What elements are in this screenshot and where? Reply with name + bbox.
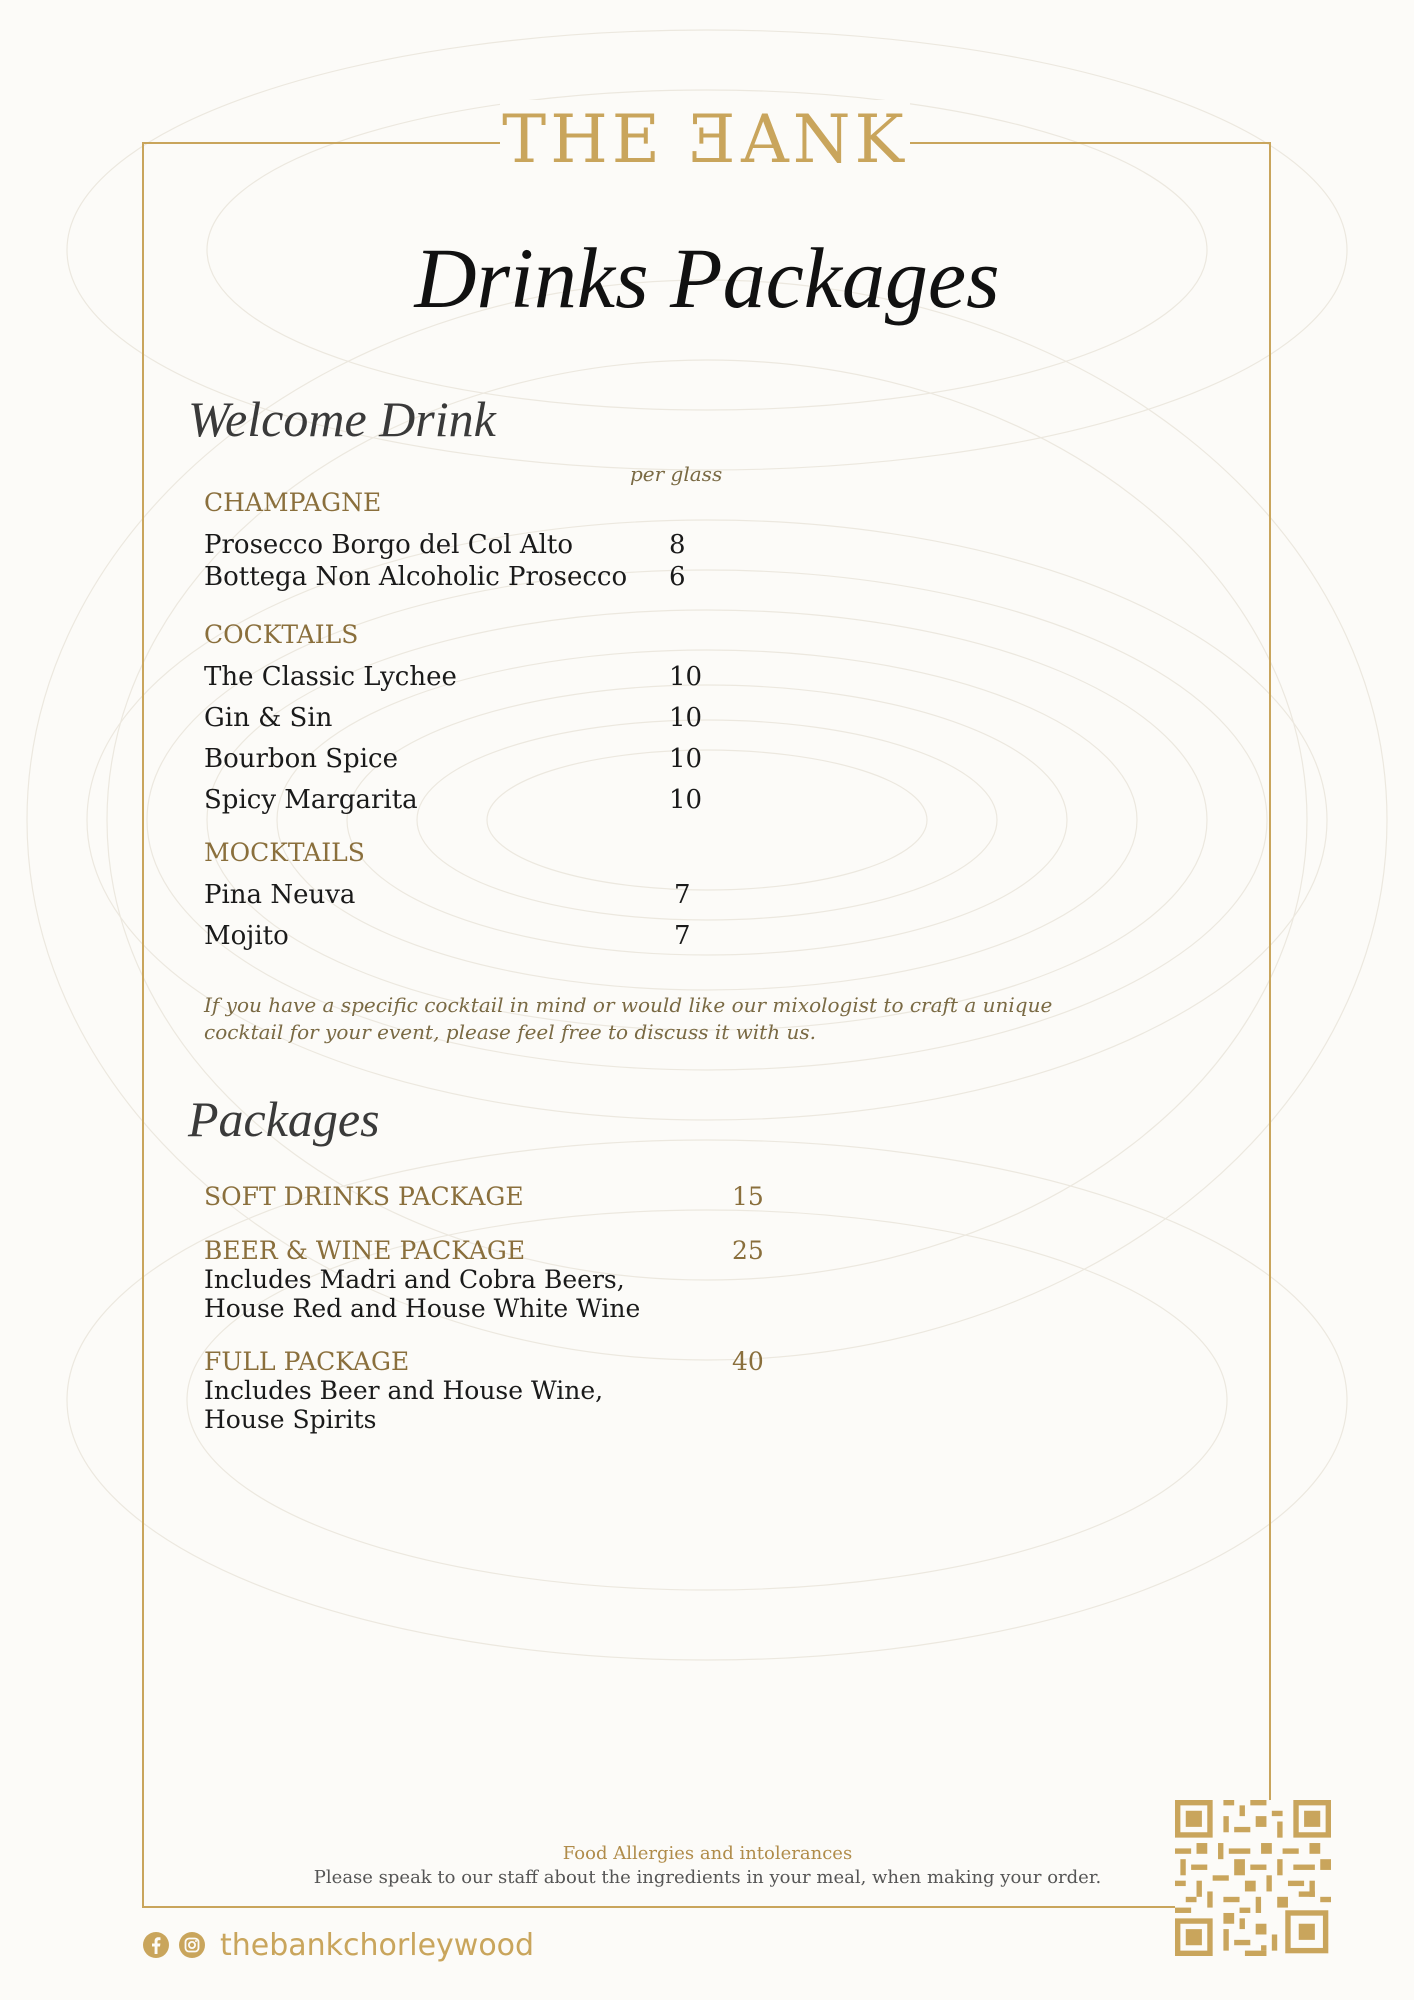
item-name: Pina Neuva — [204, 880, 356, 910]
package-price: 25 — [732, 1236, 764, 1265]
menu-item — [204, 703, 724, 737]
item-name: Mojito — [204, 921, 289, 951]
page-title: Drinks Packages — [414, 230, 1000, 326]
facebook-icon[interactable] — [142, 1931, 170, 1959]
social-handle[interactable]: thebankchorleywood — [220, 1927, 535, 1963]
per-glass-note: per glass — [630, 462, 723, 486]
menu-item — [204, 785, 724, 819]
item-price: 10 — [669, 703, 703, 733]
brand-logo: THE ƎANK — [500, 100, 910, 180]
item-name: Spicy Margarita — [204, 785, 418, 815]
item-price: 10 — [669, 662, 703, 692]
menu-item — [204, 562, 724, 596]
package-price: 40 — [732, 1347, 764, 1376]
item-price: 7 — [674, 880, 691, 910]
item-name: Bottega Non Alcoholic Prosecco — [204, 562, 628, 592]
item-name: The Classic Lychee — [204, 662, 457, 692]
package-name: SOFT DRINKS PACKAGE — [204, 1182, 524, 1211]
instagram-icon[interactable] — [178, 1931, 206, 1959]
package-name: FULL PACKAGE — [204, 1347, 410, 1376]
menu-item — [204, 921, 724, 955]
allergy-title: Food Allergies and intolerances — [562, 1843, 853, 1864]
item-price: 7 — [674, 921, 691, 951]
qr-code[interactable] — [1175, 1800, 1331, 1956]
category-champagne: CHAMPAGNE — [204, 488, 382, 517]
item-price: 10 — [669, 744, 703, 774]
category-cocktails: COCKTAILS — [204, 620, 359, 649]
item-price: 10 — [669, 785, 703, 815]
package-price: 15 — [732, 1182, 764, 1211]
section-heading-packages: Packages — [188, 1091, 380, 1147]
package-item — [204, 1347, 824, 1434]
allergy-text: Please speak to our staff about the ingredients in your meal, when making your order. — [313, 1867, 1102, 1888]
cocktail-note: If you have a specific cocktail in mind or would like our mixologist to craft a unique cocktail for your event, please feel free to discuss it with us. — [204, 993, 1053, 1044]
item-price: 8 — [669, 530, 686, 560]
menu-item — [204, 744, 724, 778]
social-links — [142, 1925, 534, 1965]
item-name: Gin & Sin — [204, 703, 333, 733]
menu-item — [204, 662, 724, 696]
section-heading-welcome-drink: Welcome Drink — [188, 391, 496, 447]
menu-item — [204, 880, 724, 914]
menu-item — [204, 530, 724, 564]
category-mocktails: MOCKTAILS — [204, 838, 365, 867]
item-name: Prosecco Borgo del Col Alto — [204, 530, 574, 560]
package-name: BEER & WINE PACKAGE — [204, 1236, 526, 1265]
package-item — [204, 1182, 824, 1211]
allergy-footer — [300, 1843, 1115, 1888]
item-name: Bourbon Spice — [204, 744, 398, 774]
package-item — [204, 1236, 824, 1323]
package-description: Includes Beer and House Wine, House Spirits — [204, 1376, 604, 1434]
item-price: 6 — [669, 562, 686, 592]
package-description: Includes Madri and Cobra Beers, House Red and House White Wine — [204, 1265, 641, 1323]
